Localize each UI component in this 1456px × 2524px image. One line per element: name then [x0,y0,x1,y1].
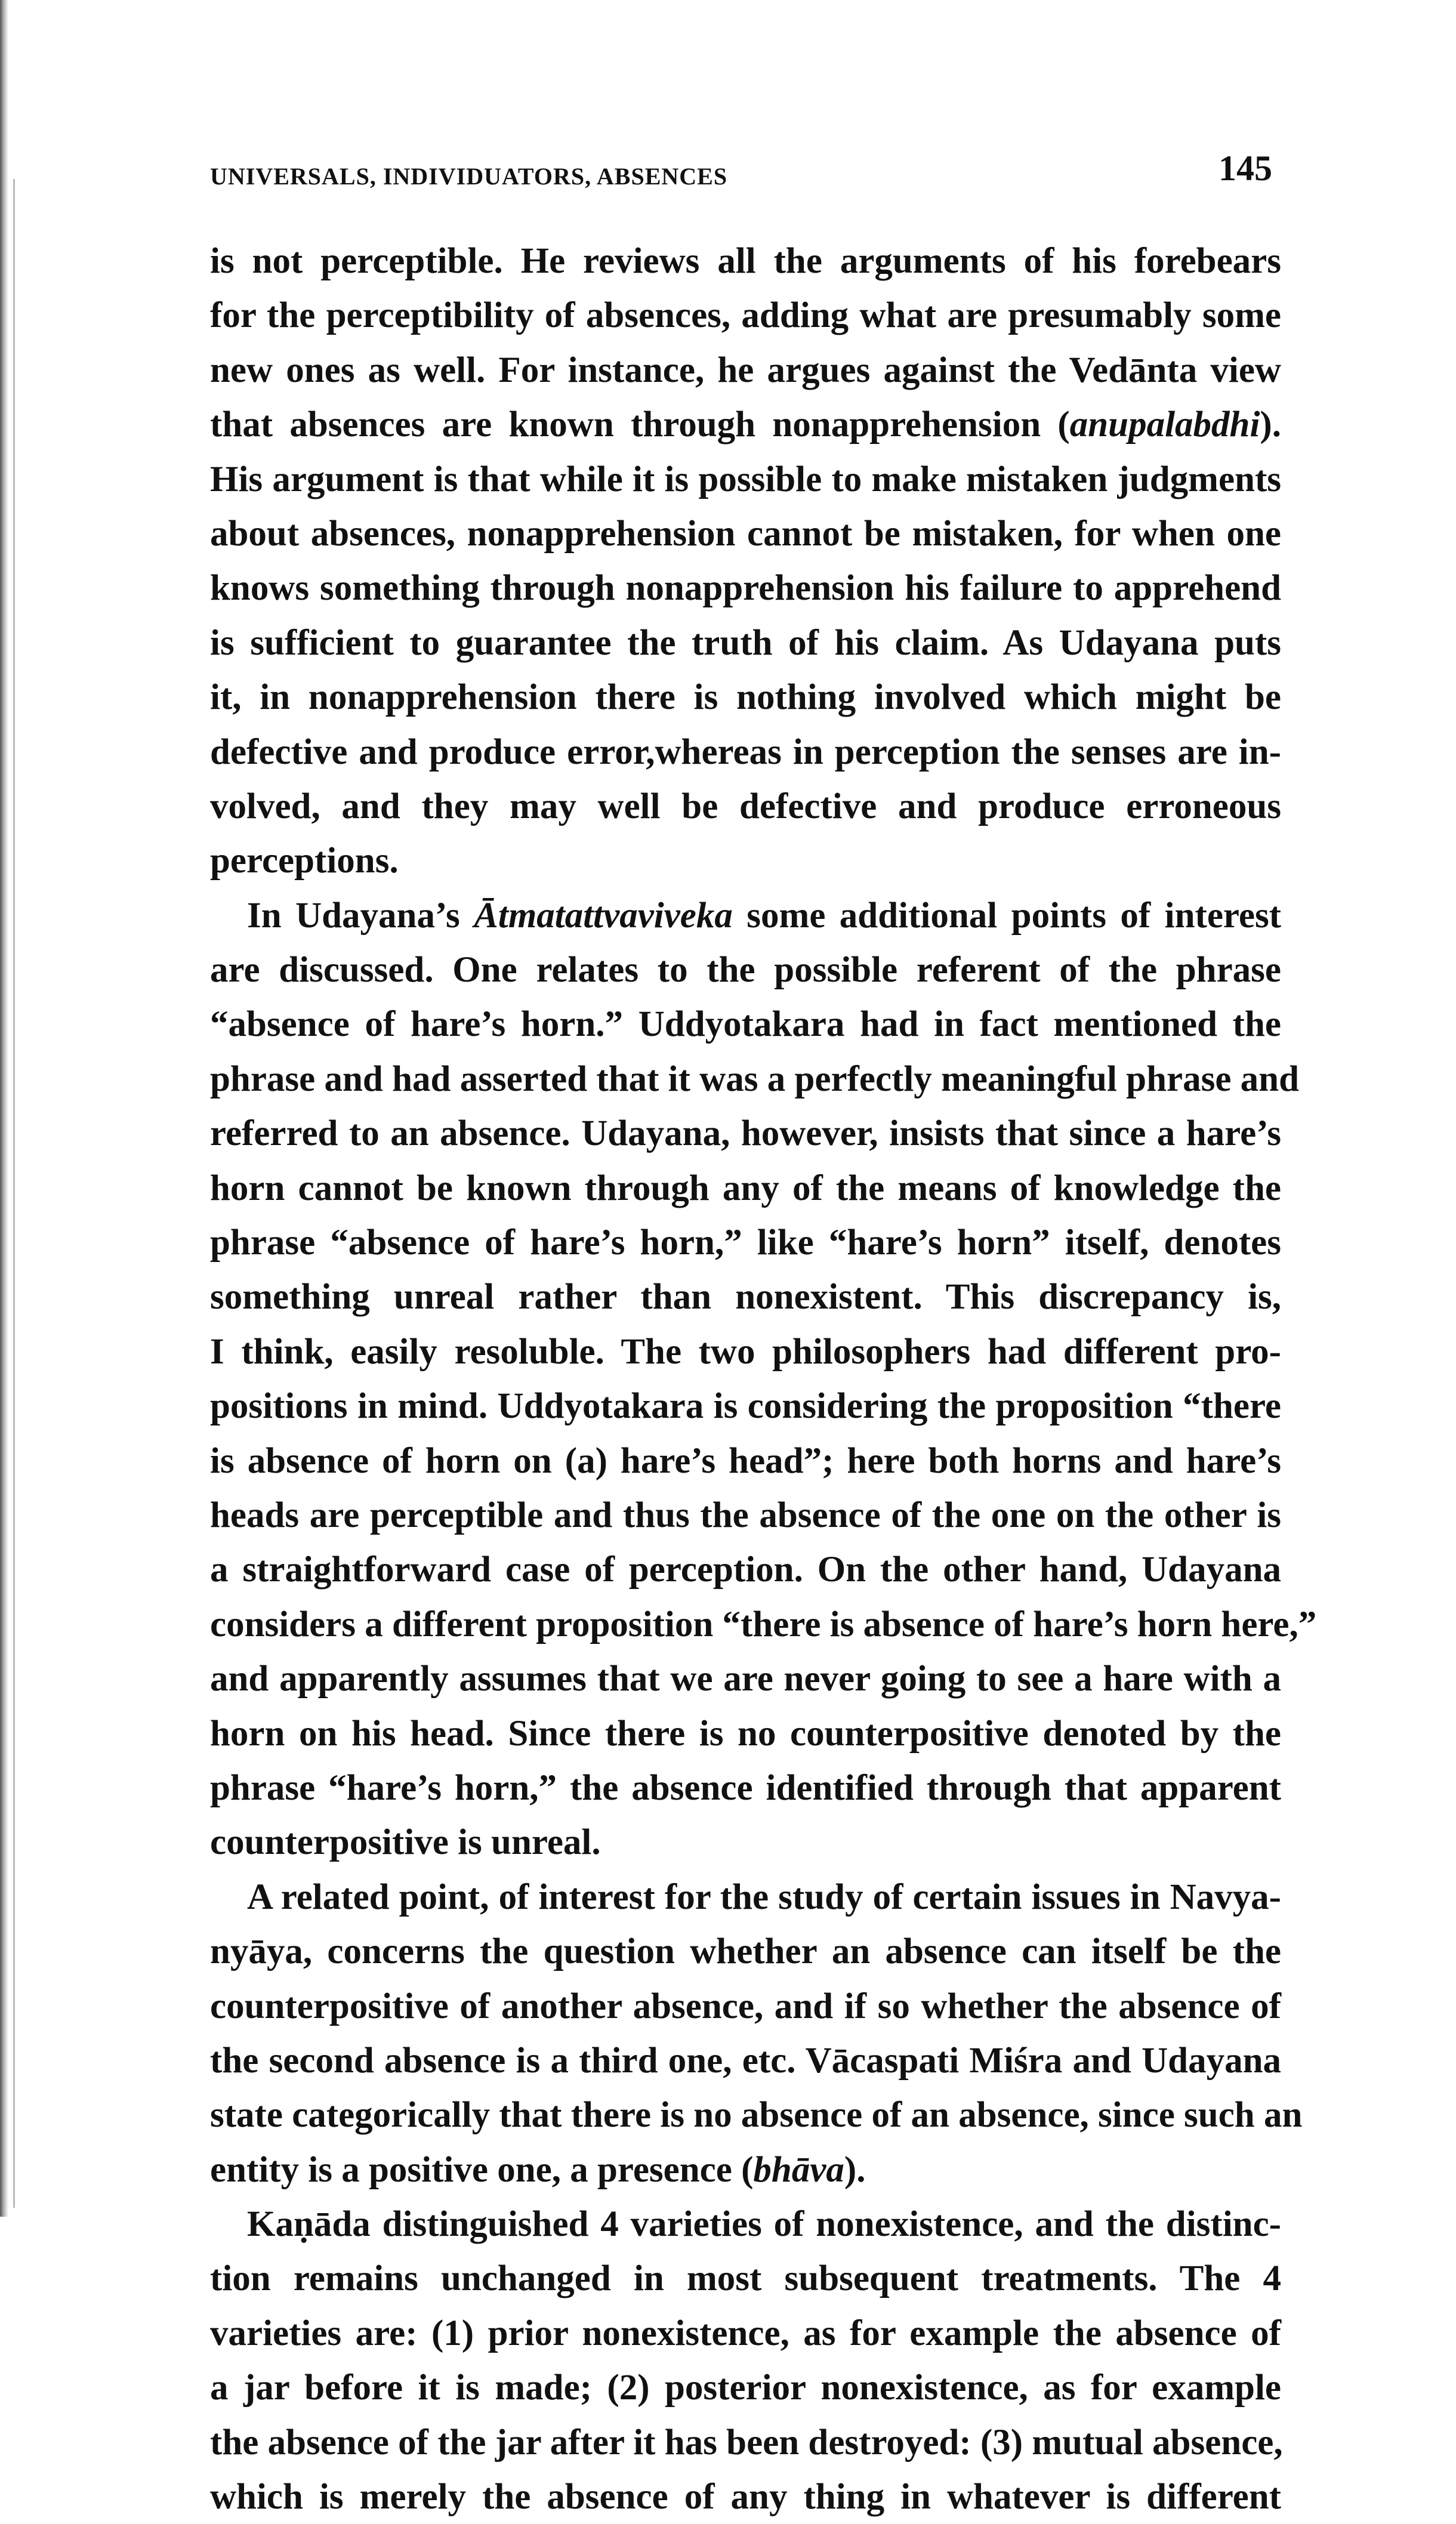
text-line: tion remains unchanged in most subsequent treatments. The 4 [210,2258,1281,2299]
text-line: about absences, nonapprehension cannot be mistaken, for when one [210,513,1281,554]
text-line: heads are perceptible and thus the absence of the one on the other is [210,1495,1281,1535]
text-line: positions in mind. Uddyotakara is considering the proposition “there [210,1386,1281,1427]
text-segment: that absences are known through nonapprehension ( [210,405,1070,445]
text-line: is absence of horn on (a) hare’s head”; here both horns and hare’s [210,1440,1281,1481]
text-line: it, in nonapprehension there is nothing involved which might be [210,677,1281,718]
text-line: phrase “absence of hare’s horn,” like “hare’s horn” itself, denotes [210,1223,1281,1263]
text-segment: ). [1260,405,1281,445]
text-line: referred to an absence. Udayana, however, insists that since a hare’s [210,1113,1281,1154]
paragraph [210,888,1317,1870]
text-line: phrase “hare’s horn,” the absence identified through that apparent [210,1767,1281,1808]
text-line: horn on his head. Since there is no counterpositive denoted by the [210,1713,1281,1754]
text-line: new ones as well. For instance, he argues against the Vedānta view [210,350,1281,390]
text-line [210,888,1281,943]
body-text [210,234,1317,2524]
paragraph [210,1870,1303,2197]
text-line: phrase and had asserted that it was a perfectly meaningful phrase and [210,1059,1299,1099]
text-segment: ). [844,2149,866,2190]
scan-edge-shadow [0,0,8,2217]
text-line: nyāya, concerns the question whether an absence can itself be the [210,1931,1281,1972]
text-line: which is merely the absence of any thing in whatever is different [210,2477,1281,2517]
running-header: UNIVERSALS, INDIVIDUATORS, ABSENCES [210,163,728,190]
text-line: varieties are: (1) prior nonexistence, as for example the absence of [210,2313,1281,2353]
text-line: a straightforward case of perception. On the other hand, Udayana [210,1550,1281,1590]
text-line: a jar before it is made; (2) posterior nonexistence, as for example [210,2368,1281,2408]
text-line: considers a different proposition “there is absence of hare’s horn here,” [210,1604,1317,1644]
italic-term: bhāva [753,2149,844,2190]
paragraph [210,234,1281,888]
text-line: the absence of the jar after it has been destroyed: (3) mutual absence, [210,2422,1283,2463]
text-line: horn cannot be known through any of the means of knowledge the [210,1168,1281,1208]
italic-term: Ātmatattvaviveka [474,895,733,936]
text-segment: some additional points of interest [732,895,1281,936]
text-line: knows something through nonapprehension his failure to apprehend [210,568,1281,609]
text-line: “absence of hare’s horn.” Uddyotakara had in fact mentioned the [210,1004,1281,1045]
text-line [210,2143,1281,2197]
page-number: 145 [1219,149,1272,188]
text-line: and apparently assumes that we are never going to see a hare with a [210,1659,1281,1699]
text-line: volved, and they may well be defective and produce erroneous [210,786,1281,826]
text-line: the second absence is a third one, etc. Vācaspati Miśra and Udayana [210,2040,1281,2081]
text-line: perceptions. [210,841,399,881]
text-line: state categorically that there is no absence of an absence, since such an [210,2095,1303,2136]
text-line: is sufficient to guarantee the truth of his claim. As Udayana puts [210,622,1281,663]
text-line [210,397,1281,452]
text-line: counterpositive is unreal. [210,1822,601,1863]
text-line: counterpositive of another absence, and if so whether the absence of [210,1986,1281,2026]
text-line: is not perceptible. He reviews all the arguments of his forebears [210,241,1281,281]
italic-term: anupalabdhi [1069,405,1260,445]
text-line: defective and produce error,whereas in perception the senses are in- [210,732,1281,772]
text-segment: In Udayana’s [247,895,474,936]
text-line: for the perceptibility of absences, adding what are presumably some [210,295,1281,336]
text-line: Kaṇāda distinguished 4 varieties of nonexistence, and the distinc- [247,2204,1281,2245]
text-line: are discussed. One relates to the possible referent of the phrase [210,950,1281,991]
paragraph [210,2197,1281,2524]
text-line: His argument is that while it is possible to make mistaken judgments [210,459,1281,499]
text-line: A related point, of interest for the study of certain issues in Navya- [247,1877,1281,1917]
text-line: I think, easily resoluble. The two philosophers had different pro- [210,1331,1281,1372]
text-line: something unreal rather than nonexistent. This discrepancy is, [210,1277,1281,1317]
scan-edge-line [13,179,15,2208]
text-segment: entity is a positive one, a presence ( [210,2149,754,2190]
